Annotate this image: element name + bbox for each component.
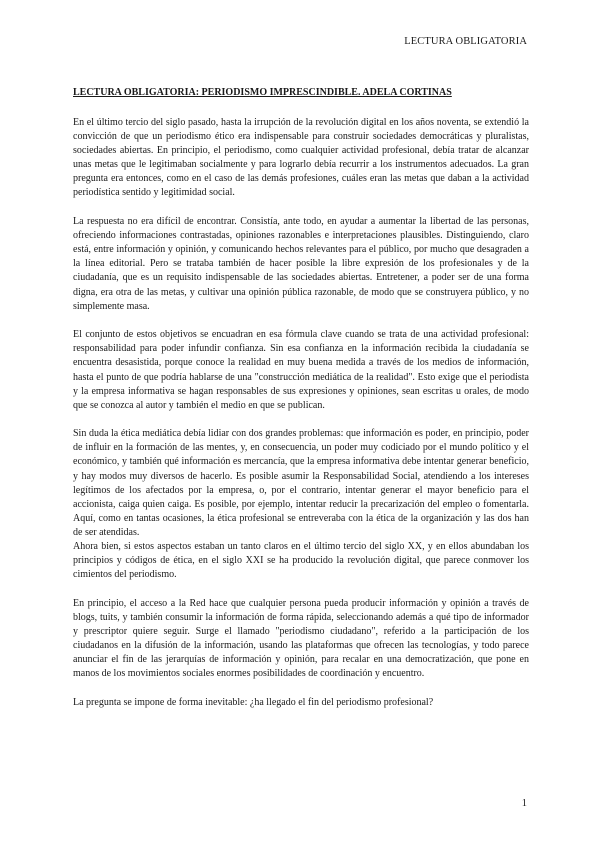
paragraph-3: El conjunto de estos objetivos se encuadran en esa fórmula clave cuando se trata de una actividad profesional: responsabilidad para poder infundir confianza. Sin esa confianza en la información recibida la ciudadanía se encuentra desasistida, porque conoce la realidad en muy buena medida a través de los medios de información, hasta el punto de que podría hablarse de una "construcción mediática de la realidad". Esto exige que el periodista y la empresa informativa se hagan responsables de sus expresiones y opiniones, sean escritas u orales, de modo que se conozca al autor y también el medio en que se publican. (73, 329, 529, 411)
document-body (73, 116, 529, 724)
document-title: LECTURA OBLIGATORIA: PERIODISMO IMPRESCINDIBLE. ADELA CORTINAS (73, 87, 452, 98)
page-number: 1 (521, 798, 527, 809)
running-header: LECTURA OBLIGATORIA (404, 36, 527, 47)
paragraph-5: Ahora bien, si estos aspectos estaban un tanto claros en el último tercio del siglo XX, y en ellos abundaban los principios y códigos de ética, en el siglo XXI se ha producido la revolución digital, que parece conmover los cimientos del periodismo. (73, 541, 529, 581)
paragraph-6: En principio, el acceso a la Red hace que cualquier persona pueda producir información y opinión a través de blogs, tuits, y también consumir la información de forma rápida, seleccionando además a qué tipo de informador y prescriptor quiere seguir. Surge el llamado "periodismo ciudadano", referido a la participación de los ciudadanos en la difusión de la información, usando las plataformas que ofrecen las tecnologías, y todo parece anunciar el fin de las jerarquías de información y opinión, para recalar en una democratización, que pone en manos de los movimientos sociales enormes posibilidades de coordinación y encuentro. (73, 597, 529, 680)
paragraph-7: La pregunta se impone de forma inevitable: ¿ha llegado el fin del periodismo profesional? (73, 696, 434, 708)
paragraph-2: La respuesta no era difícil de encontrar. Consistía, ante todo, en ayudar a aumentar la libertad de las personas, ofreciendo informaciones contrastadas, opiniones razonables e interpretaciones plausibles. Distinguiendo, claro está, entre información y opinión, y comunicando hechos relevantes para el público, por mucho que desagraden a la línea editorial. Pero se trataba también de hacer posible la libre expresión de los profesionales y de la ciudadanía, que es un requisito indispensable de las sociedades abiertas. Entretener, a poder ser de una forma digna, era otra de las metas, y cultivar una opinión pública razonable, de modo que se construyera público, y no simplemente masa. (73, 216, 529, 312)
paragraph-1: En el último tercio del siglo pasado, hasta la irrupción de la revolución digital en los años noventa, se extendió la convicción de que un periodismo ético era indispensable para construir sociedades democráticas y pluralistas, sociedades abiertas. En principio, el periodismo, como cualquier actividad profesional, debía tratar de alcanzar unas metas que le legitimaban socialmente y para lograrlo debía recurrir a los instrumentos adecuados. La gran pregunta era entonces, como en el caso de las demás profesiones, cuáles eran las metas que daban a la actividad periodística sentido y legitimidad social. (73, 117, 529, 199)
paragraph-4: Sin duda la ética mediática debía lidiar con dos grandes problemas: que información es poder, en principio, poder de influir en la formación de las mentes, y, en consecuencia, un poder muy codiciado por el mundo político y el económico, y también qué información es mercancía, que la empresa informativa debe intentar generar beneficio, y hay modos muy diversos de hacerlo. Es posible asumir la Responsabilidad Social, atendiendo a los intereses legítimos de los afectados por la empresa, o, por el contrario, intentar generar el mayor beneficio para el accionista, caiga quien caiga. Es posible, por ejemplo, intentar reducir la precarización del empleo o fomentarla. Aquí, como en tantas ocasiones, la ética profesional se entreveraba con la ética de la organización y las dos han de ser atendidas. (73, 428, 529, 538)
